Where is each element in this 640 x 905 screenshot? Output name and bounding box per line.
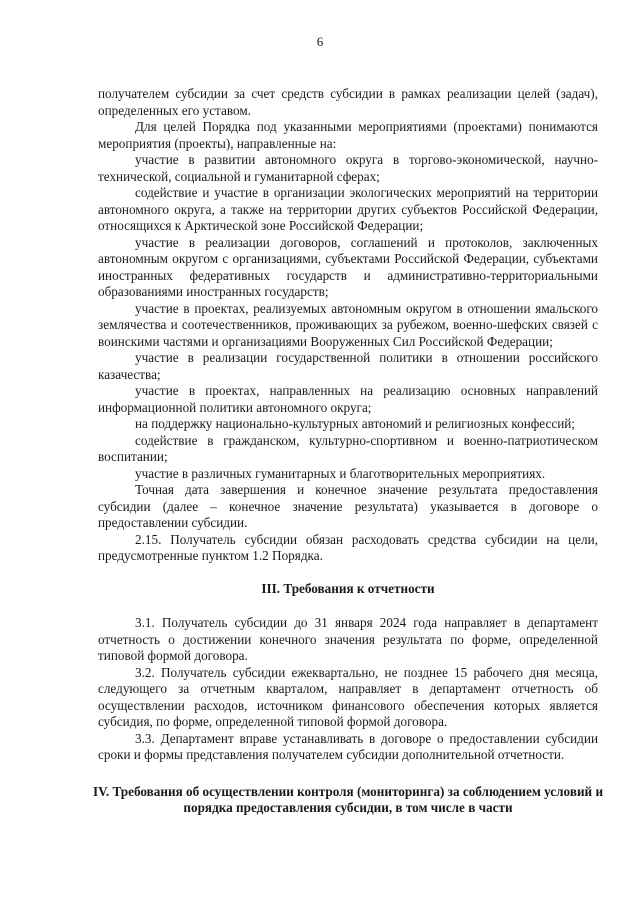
page-number: 6 (316, 34, 324, 49)
list-item: участие в проектах, реализуемых автономным округом в отношении ямальского землячества и соотечественников, проживающих за рубежом, военно-шефских связей с воинскими частями и организациями Вооруженных Сил Российской Федерации; (98, 300, 598, 349)
paragraph-3-3: 3.3. Департамент вправе устанавливать в договоре о предоставлении субсидии сроки и формы представления получателем субсидии дополнительной отчетности. (98, 730, 598, 762)
paragraph: Для целей Порядка под указанными мероприятиями (проектами) понимаются мероприятия (проекты), направленные на: (98, 119, 598, 151)
paragraph: получателем субсидии за счет средств субсидии в рамках реализации целей (задач), определенных его уставом. (98, 86, 598, 118)
paragraph-3-2: 3.2. Получатель субсидии ежеквартально, не позднее 15 рабочего дня месяца, следующего за отчетным кварталом, направляет в департамент отчетность об осуществлении расходов, источником финансового обеспечения которых является субсидия, по форме, определенной типовой формой договора. (98, 664, 598, 729)
list-item: на поддержку национально-культурных автономий и религиозных конфессий; (135, 416, 575, 431)
section-3-title: III. Требования к отчетности (261, 580, 435, 596)
list-item: участие в реализации государственной политики в отношении российского казачества; (98, 350, 598, 382)
list-item: участие в развитии автономного округа в торгово-экономической, научно-технической, социальной и гуманитарной сферах; (98, 152, 598, 184)
list-item: содействие в гражданском, культурно-спортивном и военно-патриотическом воспитании; (98, 432, 598, 464)
list-item: участие в реализации договоров, соглашений и протоколов, заключенных автономным округом с организациями, субъектами Российской Федерации, субъектами иностранных федеративных государств и административно-территориальными образованиями иностранных государств; (98, 234, 598, 299)
list-item: участие в различных гуманитарных и благотворительных мероприятиях. (135, 465, 546, 481)
list-item: участие в проектах, направленных на реализацию основных направлений информационной политики автономного округа; (98, 383, 598, 415)
paragraph-3-1: 3.1. Получатель субсидии до 31 января 2024 года направляет в департамент отчетность о достижении конечного значения результата по форме, определенной типовой формой договора. (98, 615, 598, 663)
document-body (92, 86, 604, 817)
paragraph: Точная дата завершения и конечное значение результата предоставления субсидии (далее – конечное значение результата) указывается в договоре о предоставлении субсидии. (98, 482, 598, 530)
section-4-title: IV. Требования об осуществлении контроля (мониторинга) за соблюдением условий и порядка предоставления субсидии, в том числе в части (92, 783, 604, 815)
list-item: содействие и участие в организации экологических мероприятий на территории автономного округа, а также на территории других субъектов Российской Федерации, относящихся к Арктической зоне Российской Федерации; (98, 185, 598, 233)
paragraph-2-15: 2.15. Получатель субсидии обязан расходовать средства субсидии на цели, предусмотренные пунктом 1.2 Порядка. (98, 531, 598, 563)
